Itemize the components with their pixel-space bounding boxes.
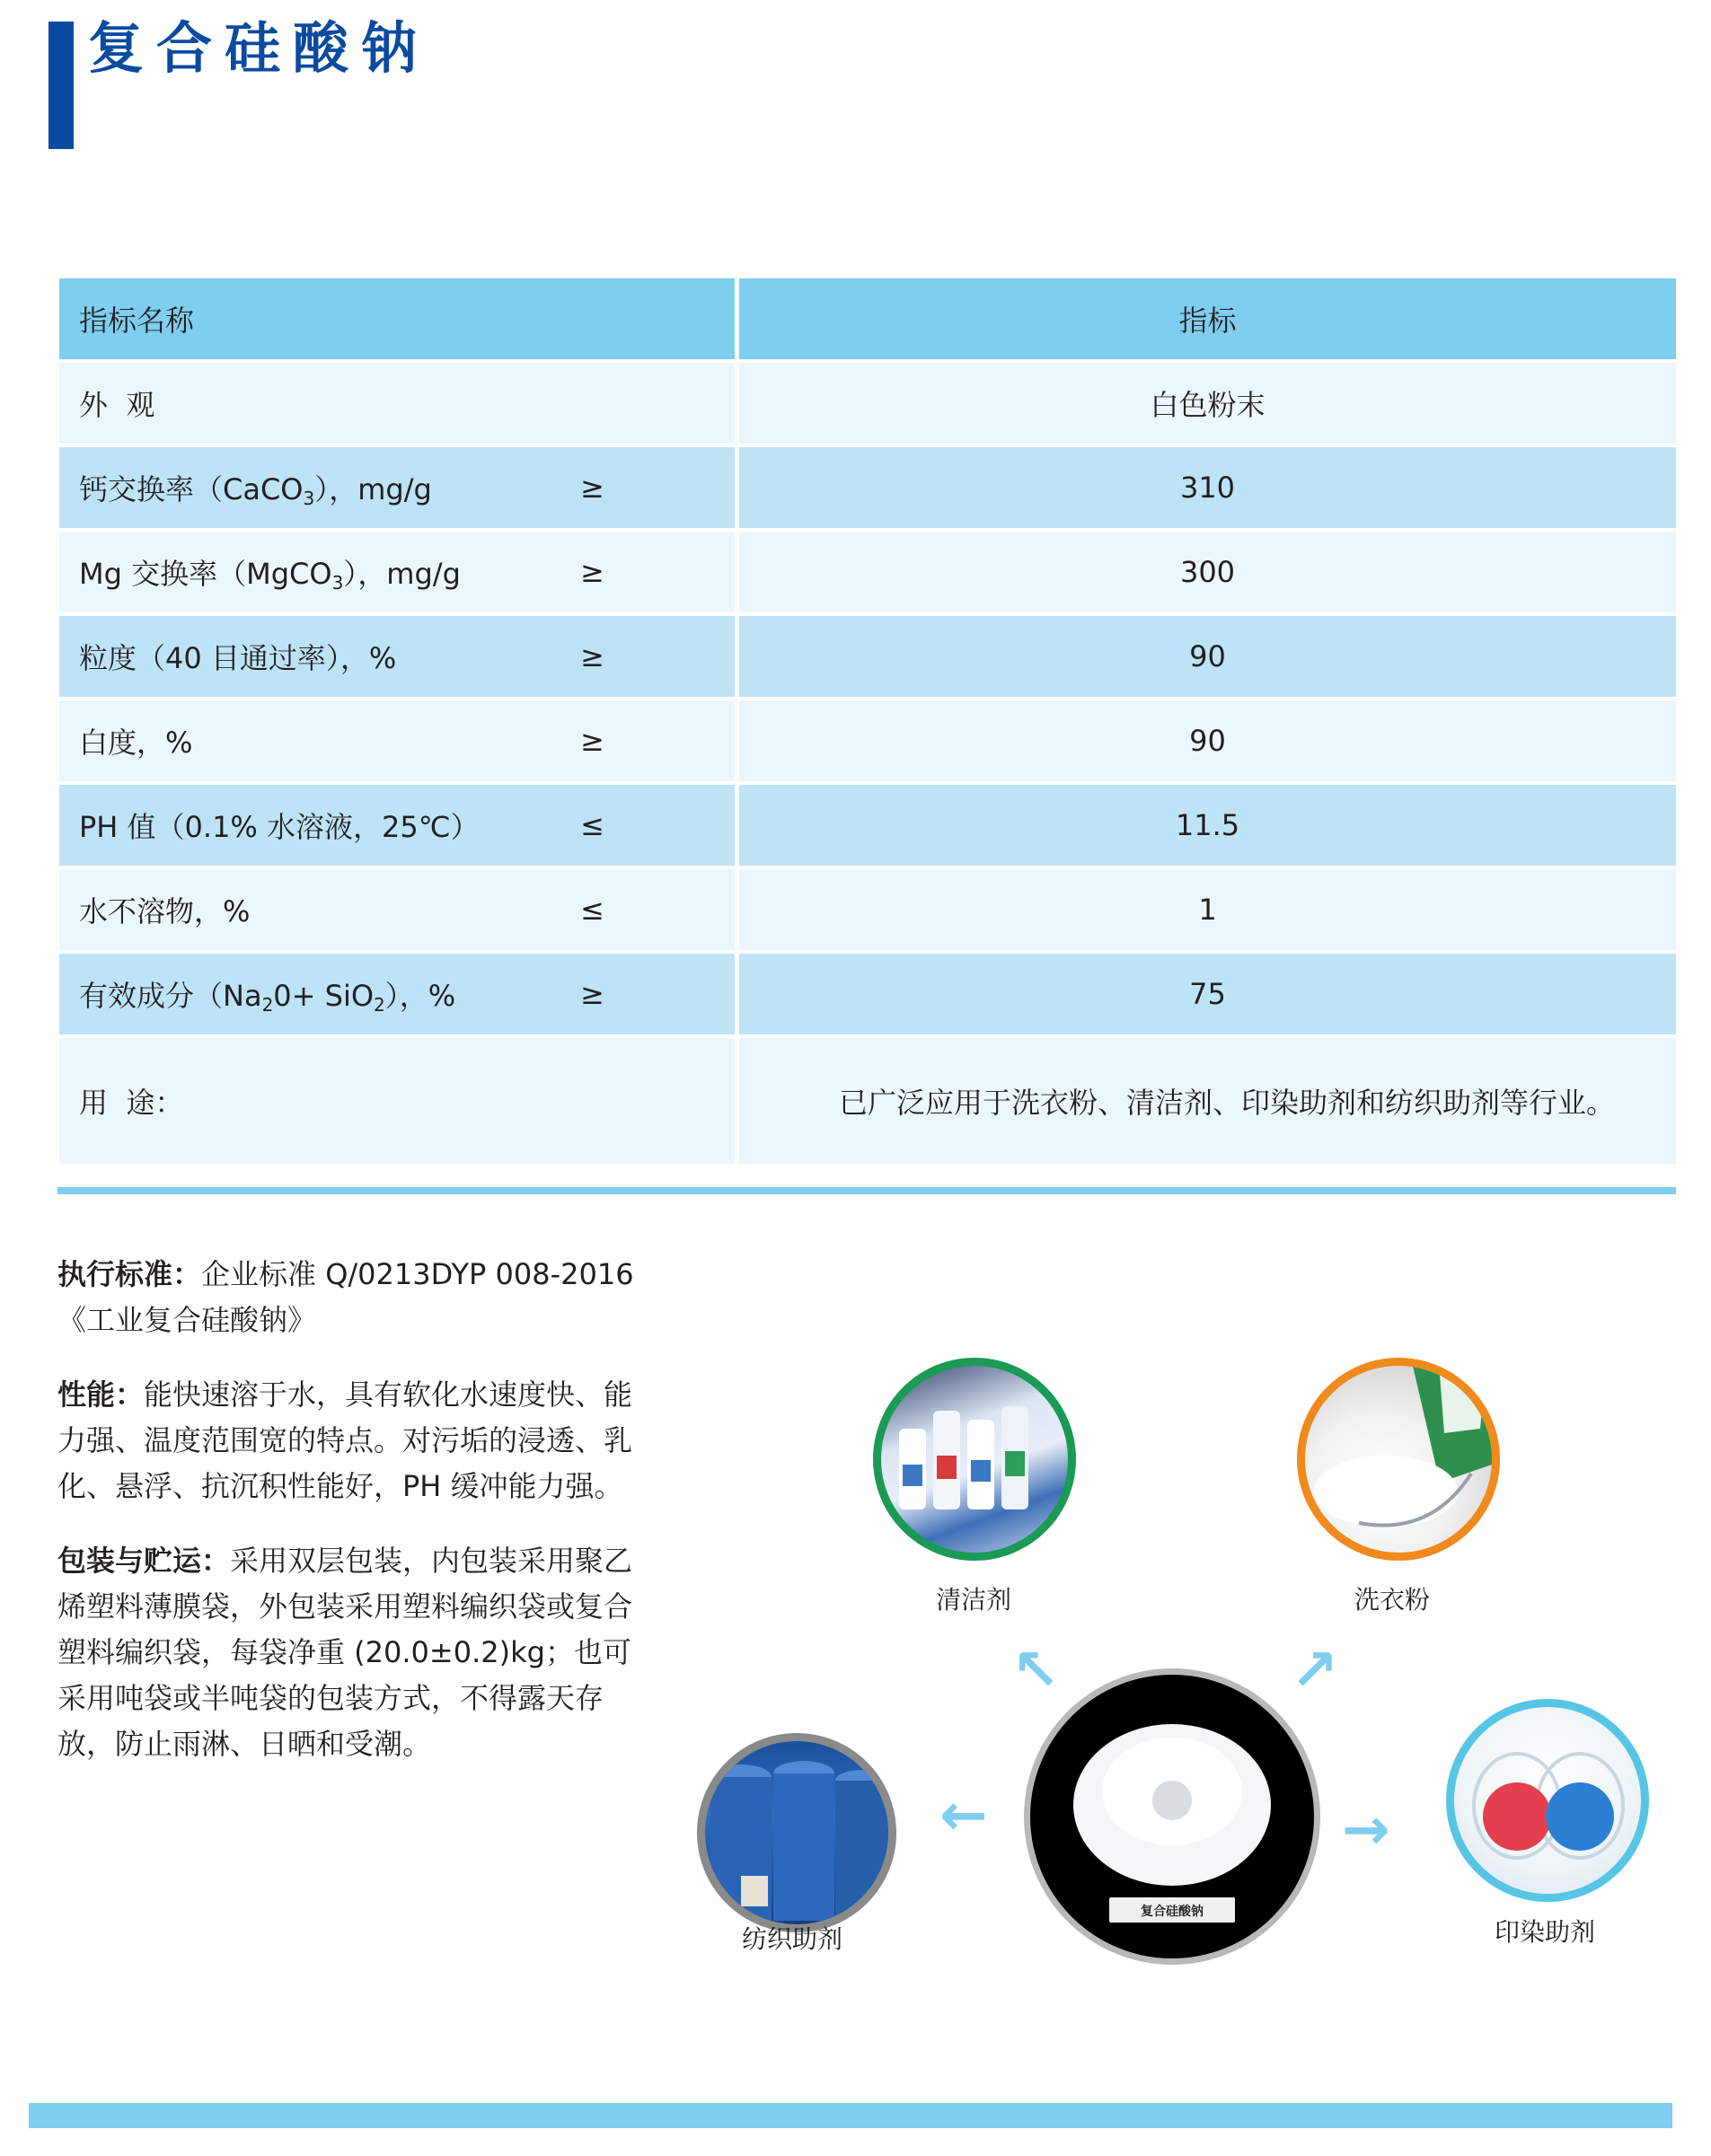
arrow-to-cleaner-icon: ↑ bbox=[996, 1629, 1078, 1712]
spec-value-cell: 白色粉末 bbox=[739, 363, 1676, 444]
textile-caption: 纺织助剂 bbox=[742, 1924, 843, 1954]
textile-drums-graphic bbox=[705, 1741, 888, 1924]
table-row bbox=[59, 447, 1676, 528]
dyeing-beakers-graphic bbox=[1454, 1707, 1641, 1894]
spec-value-cell: 1 bbox=[739, 869, 1676, 950]
packaging-label: 包装与贮运： bbox=[57, 1544, 231, 1578]
standard-paragraph bbox=[57, 1252, 650, 1343]
table-row bbox=[59, 700, 1676, 781]
dyeing-caption: 印染助剂 bbox=[1495, 1917, 1596, 1947]
product-bag-label: 复合硅酸钠 bbox=[1141, 1905, 1204, 1919]
spec-table bbox=[59, 278, 1676, 1167]
spec-value-cell: 90 bbox=[739, 616, 1676, 697]
table-row bbox=[59, 869, 1676, 950]
packaging-text: 采用双层包装，内包装采用聚乙烯塑料薄膜袋，外包装采用塑料编织袋或复合塑料编织袋，每袋净重 (20.0±0.2)kg；也可采用吨袋或半吨袋的包装方式，不得露天存放，防止雨淋、日晒和受潮。 bbox=[57, 1544, 633, 1761]
spec-name-cell bbox=[59, 869, 735, 950]
dyeing-product-image bbox=[1446, 1699, 1649, 1902]
table-row bbox=[59, 954, 1676, 1034]
arrow-to-dyeing-icon: → bbox=[1342, 1797, 1390, 1863]
footer-bar bbox=[29, 2103, 1672, 2128]
performance-label: 性能： bbox=[57, 1377, 145, 1412]
spec-name: 粒度（40 目通过率），% bbox=[79, 641, 397, 675]
spec-symbol: ≤ bbox=[580, 808, 604, 842]
spec-symbol: ≥ bbox=[580, 639, 604, 673]
spec-symbol: ≥ bbox=[580, 977, 604, 1011]
performance-text: 能快速溶于水，具有软化水速度快、能力强、温度范围宽的特点。对污垢的浸透、乳化、悬浮、抗沉积性能好，PH 缓冲能力强。 bbox=[57, 1377, 633, 1503]
usage-name-cell bbox=[59, 1038, 735, 1164]
header-name-cell: 指标名称 bbox=[59, 278, 735, 359]
product-center-image bbox=[1024, 1668, 1320, 1965]
spec-name-cell bbox=[59, 700, 735, 781]
spec-symbol: ≥ bbox=[580, 471, 604, 505]
standard-label: 执行标准： bbox=[57, 1257, 202, 1291]
spec-name: 白度，% bbox=[79, 726, 193, 760]
spec-name-cell bbox=[59, 785, 735, 866]
table-row bbox=[59, 616, 1676, 697]
spec-value-cell: 90 bbox=[739, 700, 1676, 781]
spec-symbol: ≤ bbox=[580, 893, 604, 927]
detergent-caption: 洗衣粉 bbox=[1354, 1585, 1431, 1615]
table-header-row bbox=[59, 278, 1676, 359]
usage-value-cell: 已广泛应用于洗衣粉、清洁剂、印染助剂和纺织助剂等行业。 bbox=[739, 1038, 1676, 1164]
product-powder-graphic bbox=[1030, 1675, 1314, 1958]
spec-value-cell: 300 bbox=[739, 532, 1676, 612]
spec-name-cell bbox=[59, 447, 735, 528]
spec-symbol: ≥ bbox=[580, 724, 604, 758]
cleaner-product-image bbox=[873, 1358, 1076, 1561]
spec-name: 有效成分$(Na_20+ SiO_2)$，% bbox=[79, 978, 456, 1016]
table-row bbox=[59, 532, 1676, 612]
table-row bbox=[59, 363, 1676, 444]
cleaner-caption: 清洁剂 bbox=[936, 1585, 1012, 1615]
spec-name: Mg 交换率（MgCO$_3$），mg/g bbox=[79, 556, 461, 594]
performance-paragraph bbox=[57, 1372, 650, 1509]
spec-symbol: ≥ bbox=[580, 555, 604, 589]
spec-name: PH 值（0.1% 水溶液，25℃） bbox=[79, 810, 480, 844]
standard-text: 企业标准 Q/0213DYP 008-2016《工业复合硅酸钠》 bbox=[57, 1257, 634, 1337]
arrow-to-detergent-icon: ↑ bbox=[1273, 1629, 1354, 1712]
title-accent-bar bbox=[49, 22, 74, 149]
table-bottom-rule bbox=[57, 1187, 1676, 1194]
detergent-product-image bbox=[1297, 1358, 1500, 1561]
spec-name: 水不溶物，% bbox=[79, 894, 251, 928]
spec-name: 外 观 bbox=[79, 388, 155, 422]
page-title: 复合硅酸钠 bbox=[88, 15, 430, 81]
spec-name-cell bbox=[59, 616, 735, 697]
textile-product-image bbox=[697, 1733, 896, 1932]
spec-value-cell: 75 bbox=[739, 954, 1676, 1034]
packaging-paragraph bbox=[57, 1538, 650, 1767]
spec-name-cell bbox=[59, 954, 735, 1034]
arrow-to-textile-icon: ← bbox=[939, 1782, 988, 1849]
spec-name: 钙交换率（CaCO$_3$），mg/g bbox=[79, 471, 432, 509]
spec-name-cell bbox=[59, 363, 735, 444]
table-row-usage bbox=[59, 1038, 1676, 1164]
cleaner-bottles-graphic bbox=[881, 1366, 1068, 1553]
header-value-cell: 指标 bbox=[739, 278, 1676, 359]
spec-name-cell bbox=[59, 532, 735, 612]
spec-value-cell: 11.5 bbox=[739, 785, 1676, 866]
usage-label: 用 途： bbox=[79, 1086, 184, 1120]
spec-value-cell: 310 bbox=[739, 447, 1676, 528]
table-row bbox=[59, 785, 1676, 866]
detergent-powder-graphic bbox=[1305, 1366, 1492, 1553]
